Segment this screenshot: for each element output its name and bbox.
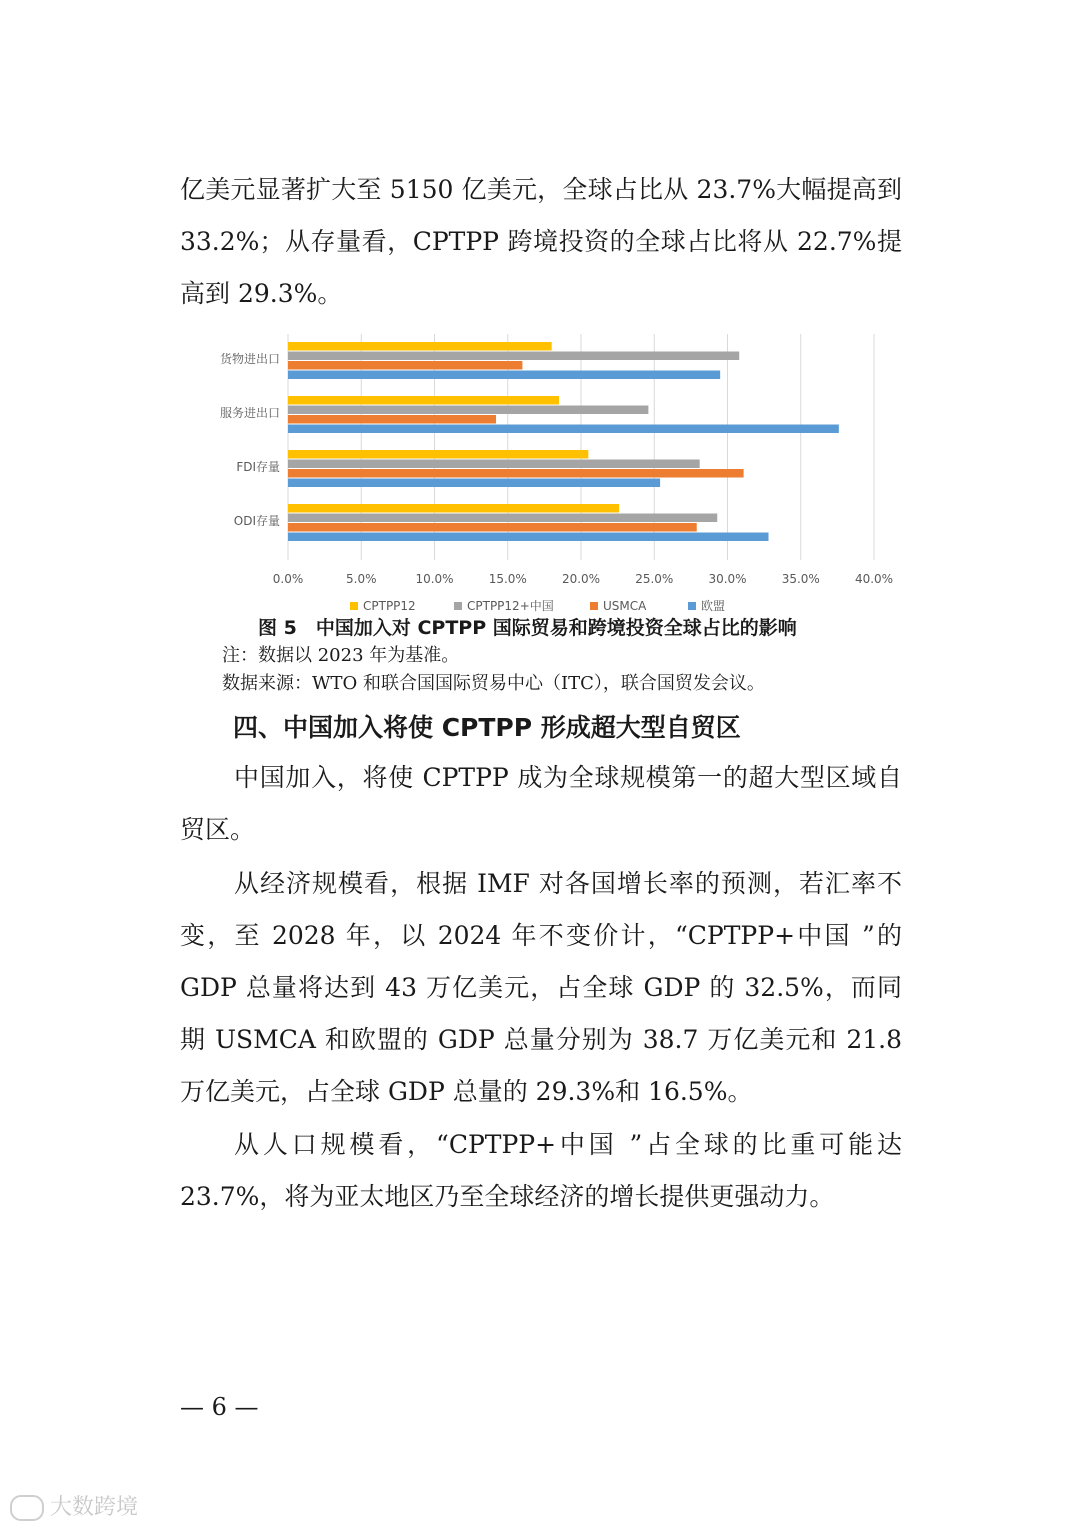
y-category-label: 货物进出口 xyxy=(219,352,280,366)
x-tick-label: 30.0% xyxy=(708,572,747,586)
legend-label: CPTPP12 xyxy=(363,599,416,613)
legend-label: 欧盟 xyxy=(701,599,726,613)
legend-swatch xyxy=(350,602,358,610)
bar xyxy=(288,352,739,361)
body-paragraph-2: 从经济规模看，根据 IMF 对各国增长率的预测，若汇率不变，至 2028 年，以 2024 年不变价计，“CPTPP+中国 ”的 GDP 总量将达到 43 万亿美元，占全球 GDP 的 32.5%，而同期 USMCA 和欧盟的 GDP 总量分别为 38.7 万亿美元和 21.8 万亿美元，占全球 GDP 总量的 29.3%和 16.5%。 xyxy=(180,869,902,1106)
bar xyxy=(288,450,588,459)
y-category-label: 服务进出口 xyxy=(219,406,280,420)
bar xyxy=(288,533,769,542)
section-heading: 四、中国加入将使 CPTPP 形成超大型自贸区 xyxy=(233,713,741,742)
intro-paragraph: 亿美元显著扩大至 5150 亿美元，全球占比从 23.7%大幅提高到33.2%；从存量看，CPTPP 跨境投资的全球占比将从 22.7%提高到 29.3%。 xyxy=(180,175,902,308)
bar xyxy=(288,504,619,513)
legend-label: CPTPP12+中国 xyxy=(467,599,554,613)
legend-swatch xyxy=(688,602,696,610)
bar xyxy=(288,371,720,380)
bar xyxy=(288,415,496,424)
legend-swatch xyxy=(454,602,462,610)
body-paragraph-3: 从人口规模看，“CPTPP+中国 ”占全球的比重可能达 23.7%，将为亚太地区乃至全球经济的增长提供更强动力。 xyxy=(180,1130,902,1211)
bar xyxy=(288,425,839,434)
bar xyxy=(288,479,660,488)
bar xyxy=(288,406,648,415)
figure-note: 注：数据以 2023 年为基准。 xyxy=(222,645,460,666)
x-tick-label: 10.0% xyxy=(415,572,454,586)
x-tick-label: 35.0% xyxy=(781,572,820,586)
bar xyxy=(288,342,552,351)
chart-svg xyxy=(200,328,920,613)
bar xyxy=(288,396,559,405)
y-category-label: FDI存量 xyxy=(236,460,280,474)
watermark-text: 大数跨境 xyxy=(50,1495,139,1520)
x-tick-label: 0.0% xyxy=(272,572,304,586)
watermark-logo-icon xyxy=(10,1495,44,1521)
bar xyxy=(288,514,717,523)
y-category-label: ODI存量 xyxy=(233,514,280,528)
x-tick-label: 40.0% xyxy=(854,572,894,586)
figure-source: 数据来源：WTO 和联合国国际贸易中心（ITC），联合国贸发会议。 xyxy=(222,673,765,694)
x-tick-label: 25.0% xyxy=(635,572,674,586)
page-number: — 6 — xyxy=(180,1393,259,1421)
bar-chart xyxy=(200,328,920,613)
bar xyxy=(288,361,522,370)
body-paragraph-1: 中国加入，将使 CPTPP 成为全球规模第一的超大型区域自贸区。 xyxy=(180,763,902,844)
legend-swatch xyxy=(590,602,598,610)
bar xyxy=(288,469,744,478)
figure-caption: 图 5 中国加入对 CPTPP 国际贸易和跨境投资全球占比的影响 xyxy=(258,617,797,639)
watermark xyxy=(10,1490,138,1521)
bar xyxy=(288,523,697,532)
x-tick-label: 15.0% xyxy=(488,572,527,586)
bar xyxy=(288,460,700,469)
legend-label: USMCA xyxy=(603,599,647,613)
x-tick-label: 20.0% xyxy=(561,572,601,586)
x-tick-label: 5.0% xyxy=(346,572,377,586)
